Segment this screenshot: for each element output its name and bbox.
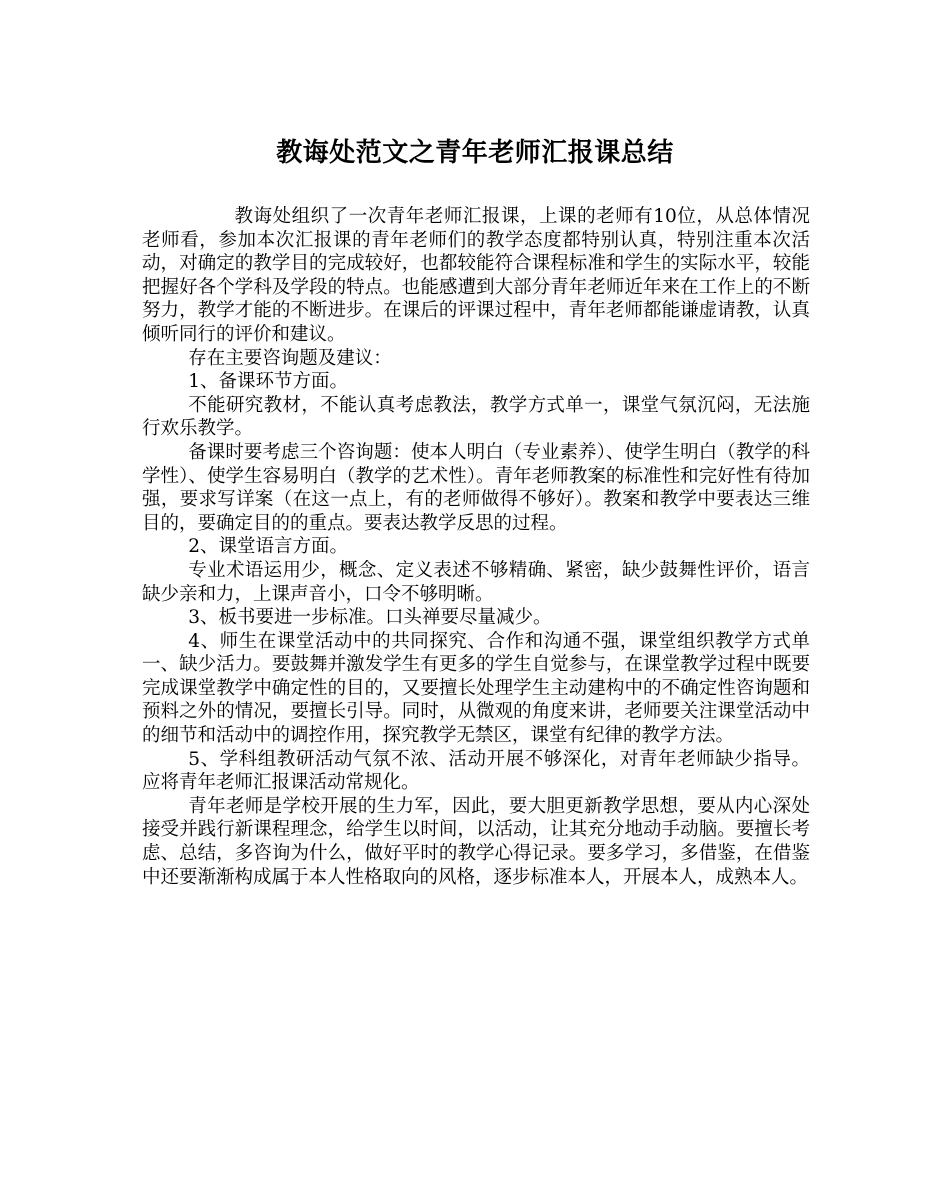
paragraph-lesson-prep-problem: 不能研究教材，不能认真考虑教法，教学方式单一，课堂气氛沉闷，无法施行欢乐教学。 <box>142 394 810 440</box>
paragraph-research-activities: 5、学科组教研活动气氛不浓、活动开展不够深化，对青年老师缺少指导。应将青年老师汇报课活动常规化。 <box>142 748 810 794</box>
paragraph-classroom-language-heading: 2、课堂语言方面。 <box>188 536 349 558</box>
document-title: 教诲处范文之青年老师汇报课总结 <box>276 138 674 168</box>
document-body <box>142 205 810 889</box>
paragraph-intro: 教诲处组织了一次青年老师汇报课，上课的老师有10位，从总体情况老师看，参加本次汇报课的青年老师们的教学态度都特别认真，特别注重本次活动，对确定的教学目的完成较好，也都较能符合课程标准和学生的实际水平，较能把握好各个学科及学段的特点。也能感遭到大部分青年老师近年来在工作上的不断努力，教学才能的不断进步。在课后的评课过程中，青年老师都能谦虚请教，认真倾听同行的评价和建议。 <box>142 206 810 345</box>
paragraph-interaction: 4、师生在课堂活动中的共同探究、合作和沟通不强，课堂组织教学方式单一、缺少活力。要鼓舞并激发学生有更多的学生自觉参与，在课堂教学过程中既要完成课堂教学中确定性的目的，又要擅长处理学生主动建构中的不确定性咨询题和预料之外的情况，要擅长引导。同时，从微观的角度来讲，老师要关注课堂活动中的细节和活动中的调控作用，探究教学无禁区，课堂有纪律的教学方法。 <box>142 630 810 747</box>
paragraph-blackboard: 3、板书要进一步标准。口头禅要尽量减少。 <box>188 607 552 629</box>
paragraph-issues-heading: 存在主要咨询题及建议： <box>188 347 392 369</box>
paragraph-lesson-prep-advice: 备课时要考虑三个咨询题：使本人明白（专业素养）、使学生明白（教学的科学性）、使学生容易明白（教学的艺术性）。青年老师教案的标准性和完好性有待加强，要求写详案（在这一点上，有的老师做得不够好）。教案和教学中要表达三维目的，要确定目的的重点。要表达教学反思的过程。 <box>142 441 810 534</box>
paragraph-classroom-language-problem: 专业术语运用少，概念、定义表述不够精确、紧密，缺少鼓舞性评价，语言缺少亲和力，上课声音小，口令不够明晰。 <box>142 559 810 605</box>
paragraph-conclusion: 青年老师是学校开展的生力军，因此，要大胆更新教学思想，要从内心深处接受并践行新课程理念，给学生以时间，以活动，让其充分地动手动脑。要擅长考虑、总结，多咨询为什么，做好平时的教学心得记录。要多学习，多借鉴，在借鉴中还要渐渐构成属于本人性格取向的风格，逐步标准本人，开展本人，成熟本人。 <box>142 795 810 888</box>
paragraph-lesson-prep-heading: 1、备课环节方面。 <box>188 371 349 393</box>
